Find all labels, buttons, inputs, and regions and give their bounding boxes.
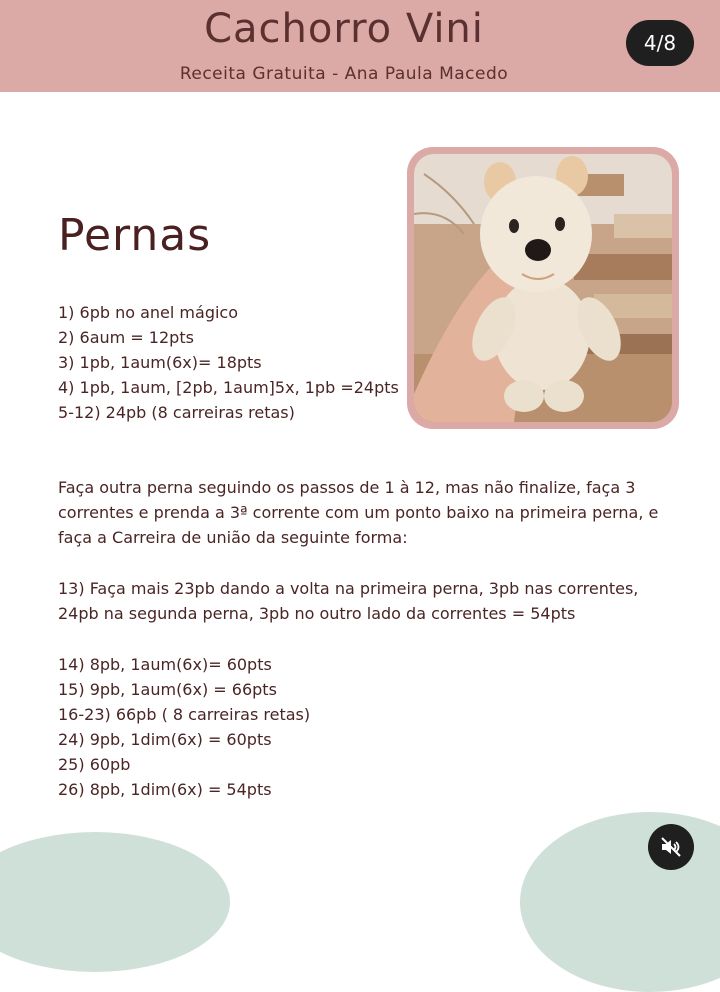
step-item: 15) 9pb, 1aum(6x) = 66pts <box>58 680 277 699</box>
step-item: 5-12) 24pb (8 carreiras retas) <box>58 403 295 422</box>
page-title: Cachorro Vini <box>204 6 484 52</box>
amigurumi-dog-photo <box>414 154 672 422</box>
steps-list-2 <box>58 652 310 802</box>
amigurumi-photo-frame <box>407 147 679 429</box>
step-item: 4) 1pb, 1aum, [2pb, 1aum]5x, 1pb =24pts <box>58 378 399 397</box>
page-counter-badge: 4/8 <box>626 20 694 66</box>
step-item: 3) 1pb, 1aum(6x)= 18pts <box>58 353 262 372</box>
step-item: 25) 60pb <box>58 755 131 774</box>
section-title: Pernas <box>58 210 212 261</box>
step-item: 14) 8pb, 1aum(6x)= 60pts <box>58 655 272 674</box>
step-item: 24) 9pb, 1dim(6x) = 60pts <box>58 730 272 749</box>
instruction-paragraph: Faça outra perna seguindo os passos de 1 à 12, mas não finalize, faça 3 correntes e prenda a 3ª corrente com um ponto baixo na primeira perna, e faça a Carreira de união da seguinte forma: <box>58 478 659 547</box>
mute-button[interactable] <box>648 824 694 870</box>
join-row-paragraph: 13) Faça mais 23pb dando a volta na primeira perna, 3pb nas correntes, 24pb na segunda perna, 3pb no outro lado da correntes = 54pts <box>58 579 639 623</box>
amigurumi-dog-illustration <box>414 154 672 422</box>
decorative-blob-left <box>0 832 230 972</box>
step-item: 1) 6pb no anel mágico <box>58 303 238 322</box>
step-item: 26) 8pb, 1dim(6x) = 54pts <box>58 780 272 799</box>
page-subtitle: Receita Gratuita - Ana Paula Macedo <box>179 64 509 84</box>
speaker-muted-icon <box>659 835 683 859</box>
steps-list <box>58 300 399 425</box>
step-item: 16-23) 66pb ( 8 carreiras retas) <box>58 705 311 724</box>
step-item: 2) 6aum = 12pts <box>58 328 194 347</box>
